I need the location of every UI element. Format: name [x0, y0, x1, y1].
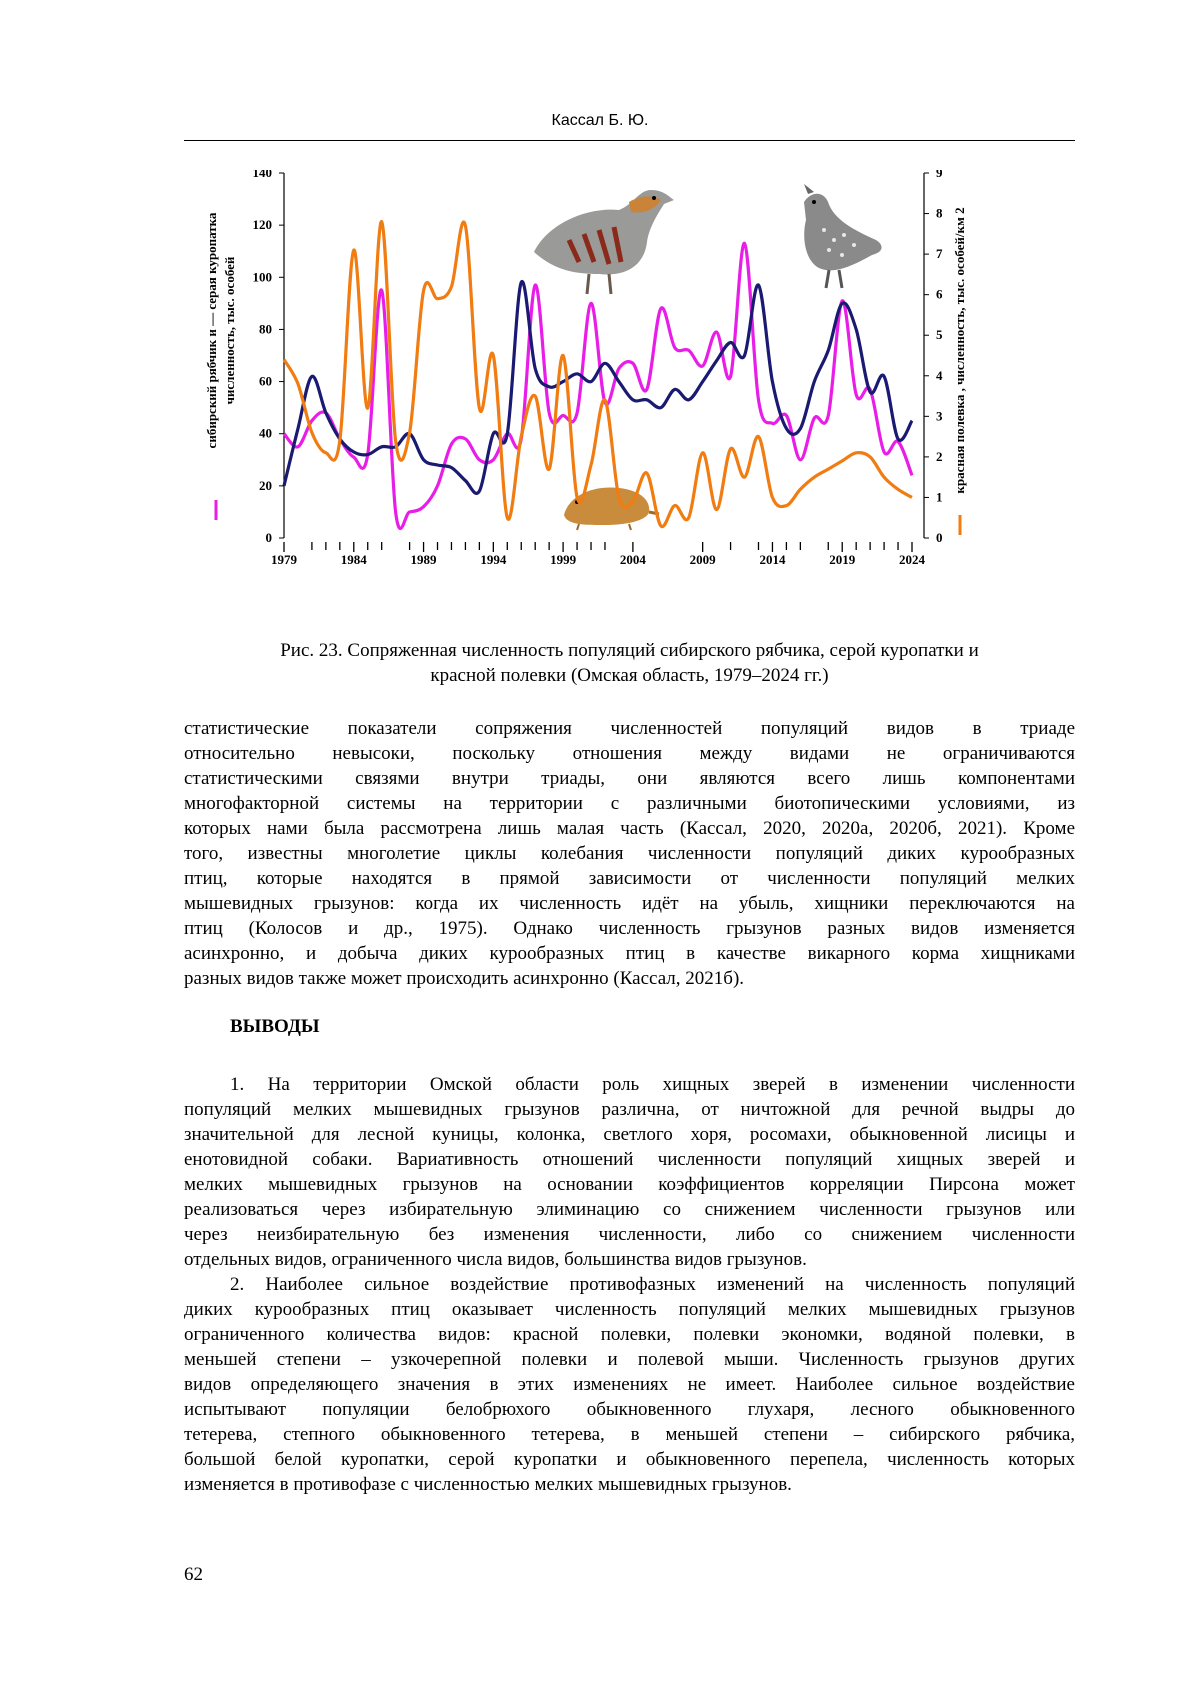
text-line: диких курообразных птиц оказывает численность популяций мелких мышевидных грызунов [184, 1299, 1075, 1320]
text-line: мелких мышевидных грызунов на основании коэффициентов корреляции Пирсона может [184, 1174, 1075, 1195]
left-axis-title [204, 212, 237, 448]
text-line: многофакторной системы на территории с различными биотопическими условиями, из [184, 793, 1075, 814]
left-axis-title-line-2: численность, тыс. особей [222, 256, 237, 405]
left-tick-label: 100 [252, 269, 272, 285]
x-tick-label: 2024 [899, 552, 925, 567]
left-tick-label: 120 [252, 217, 272, 233]
figure-caption-line-1: Рис. 23. Сопряженная численность популяций сибирского рябчика, серой куропатки и [280, 640, 979, 661]
right-axis-title-text: красная полевка , численность, тыс. особей/км 2 [952, 207, 967, 494]
text-line: реализоваться через избирательную элиминацию со снижением численности грызунов или [184, 1199, 1075, 1220]
paragraph-conclusion-2 [184, 1272, 1075, 1497]
x-tick-label: 2004 [619, 552, 646, 567]
x-tick-label: 2009 [689, 552, 716, 567]
left-tick-label: 40 [259, 425, 272, 441]
right-tick-label: 6 [936, 286, 943, 302]
left-tick-label: 80 [259, 321, 272, 337]
figure-caption-line-2: красной полевки (Омская область, 1979–2024 гг.) [430, 665, 829, 686]
text-line: отдельных видов, ограниченного числа видов, большинства видов грызунов. [184, 1249, 807, 1270]
text-line: асинхронно, и добыча диких курообразных птиц в качестве викарного корма хищниками [184, 943, 1075, 964]
right-axis-title [952, 207, 967, 493]
text-line: относительно невысоки, поскольку отношения между видами не ограничиваются [184, 743, 1075, 764]
text-line: статистическими связями внутри триады, они являются всего лишь компонентами [184, 768, 1075, 789]
red-vole-picture [564, 487, 659, 530]
text-line: меньшей степени – узкочерепной полевки и полевой мыши. Численность грызунов других [184, 1349, 1075, 1370]
text-line: того, известны многолетие циклы колебания численности популяций диких курообразных [184, 843, 1075, 864]
section-heading: ВЫВОДЫ [230, 1016, 320, 1037]
text-line: испытывают популяции белобрюхого обыкновенного глухаря, лесного обыкновенного [184, 1399, 1075, 1420]
x-tick-label: 1999 [550, 552, 577, 567]
left-tick-label: 20 [259, 477, 272, 493]
text-line: которых нами была рассмотрена лишь малая часть (Кассал, 2020, 2020а, 2020б, 2021). Кроме [184, 818, 1075, 839]
text-line: тетерева, степного обыкновенного тетерева, в меньшей степени – сибирского рябчика, [184, 1424, 1075, 1445]
x-tick-label: 1984 [340, 552, 367, 567]
left-tick-label: 60 [259, 373, 272, 389]
running-title: Кассал Б. Ю. [551, 112, 649, 129]
text-line: мышевидных грызунов: когда их численность идёт на убыль, хищники переключаются на [184, 893, 1075, 914]
text-line: 2. Наиболее сильное воздействие противофазных изменений на численность популяций [230, 1274, 1075, 1295]
x-tick-label: 1994 [480, 552, 507, 567]
text-line: ограниченного количества видов: красной полевки, полевки экономки, водяной полевки, в [184, 1324, 1075, 1345]
x-tick-label: 2019 [829, 552, 856, 567]
text-line: значительной для лесной куницы, колонка, светлого хоря, росомахи, обыкновенной лисицы и [184, 1124, 1075, 1145]
right-tick-label: 9 [936, 170, 943, 180]
x-tick-label: 1989 [410, 552, 437, 567]
right-tick-label: 4 [936, 367, 943, 383]
population-chart [184, 170, 1064, 630]
hazel-grouse-picture [804, 184, 882, 288]
page-number: 62 [184, 1564, 203, 1585]
text-line: популяций мелких мышевидных грызунов различна, от ничтожной для речной выдры до [184, 1099, 1075, 1120]
right-tick-label: 5 [936, 327, 943, 343]
paragraph-conclusion-1 [184, 1072, 1075, 1272]
text-line: 1. На территории Омской области роль хищных зверей в изменении численности [230, 1074, 1075, 1095]
right-tick-label: 0 [936, 530, 943, 545]
text-line: статистические показатели сопряжения численностей популяций видов в триаде [184, 718, 1075, 739]
partridge-picture [534, 190, 674, 294]
series-line-magenta [284, 243, 912, 528]
x-tick-label: 1979 [271, 552, 297, 567]
right-tick-label: 2 [936, 448, 943, 464]
text-line: птиц (Колосов и др., 1975). Однако численность грызунов разных видов изменяется [184, 918, 1075, 939]
x-tick-label: 2014 [759, 552, 786, 567]
text-line: видов определяющего значения в этих изменениях не имеет. Наиболее сильное воздействие [184, 1374, 1075, 1395]
text-line: через неизбирательную без изменения численности, либо со снижением численности [184, 1224, 1075, 1245]
left-axis-title-line-1: сибирский рябчик и — серая куропатка [204, 212, 219, 449]
text-line: изменяется в противофазе с численностью мелких мышевидных грызунов. [184, 1474, 792, 1495]
figure-caption [184, 638, 1075, 688]
right-tick-label: 3 [936, 408, 943, 424]
right-tick-label: 1 [936, 489, 943, 505]
header-rule [184, 140, 1075, 141]
right-tick-label: 8 [936, 205, 943, 221]
left-tick-label: 0 [265, 530, 272, 545]
text-line: разных видов также может происходить асинхронно (Кассал, 2021б). [184, 968, 745, 989]
paragraph-discussion [184, 716, 1075, 991]
text-line: енотовидной собаки. Вариативность отношений численности популяций хищных зверей и [184, 1149, 1075, 1170]
left-tick-label: 140 [252, 170, 272, 180]
text-line: большой белой куропатки, серой куропатки и обыкновенного перепела, численность которых [184, 1449, 1075, 1470]
text-line: птиц, которые находятся в прямой зависимости от численности популяций мелких [184, 868, 1075, 889]
right-tick-label: 7 [936, 246, 943, 262]
